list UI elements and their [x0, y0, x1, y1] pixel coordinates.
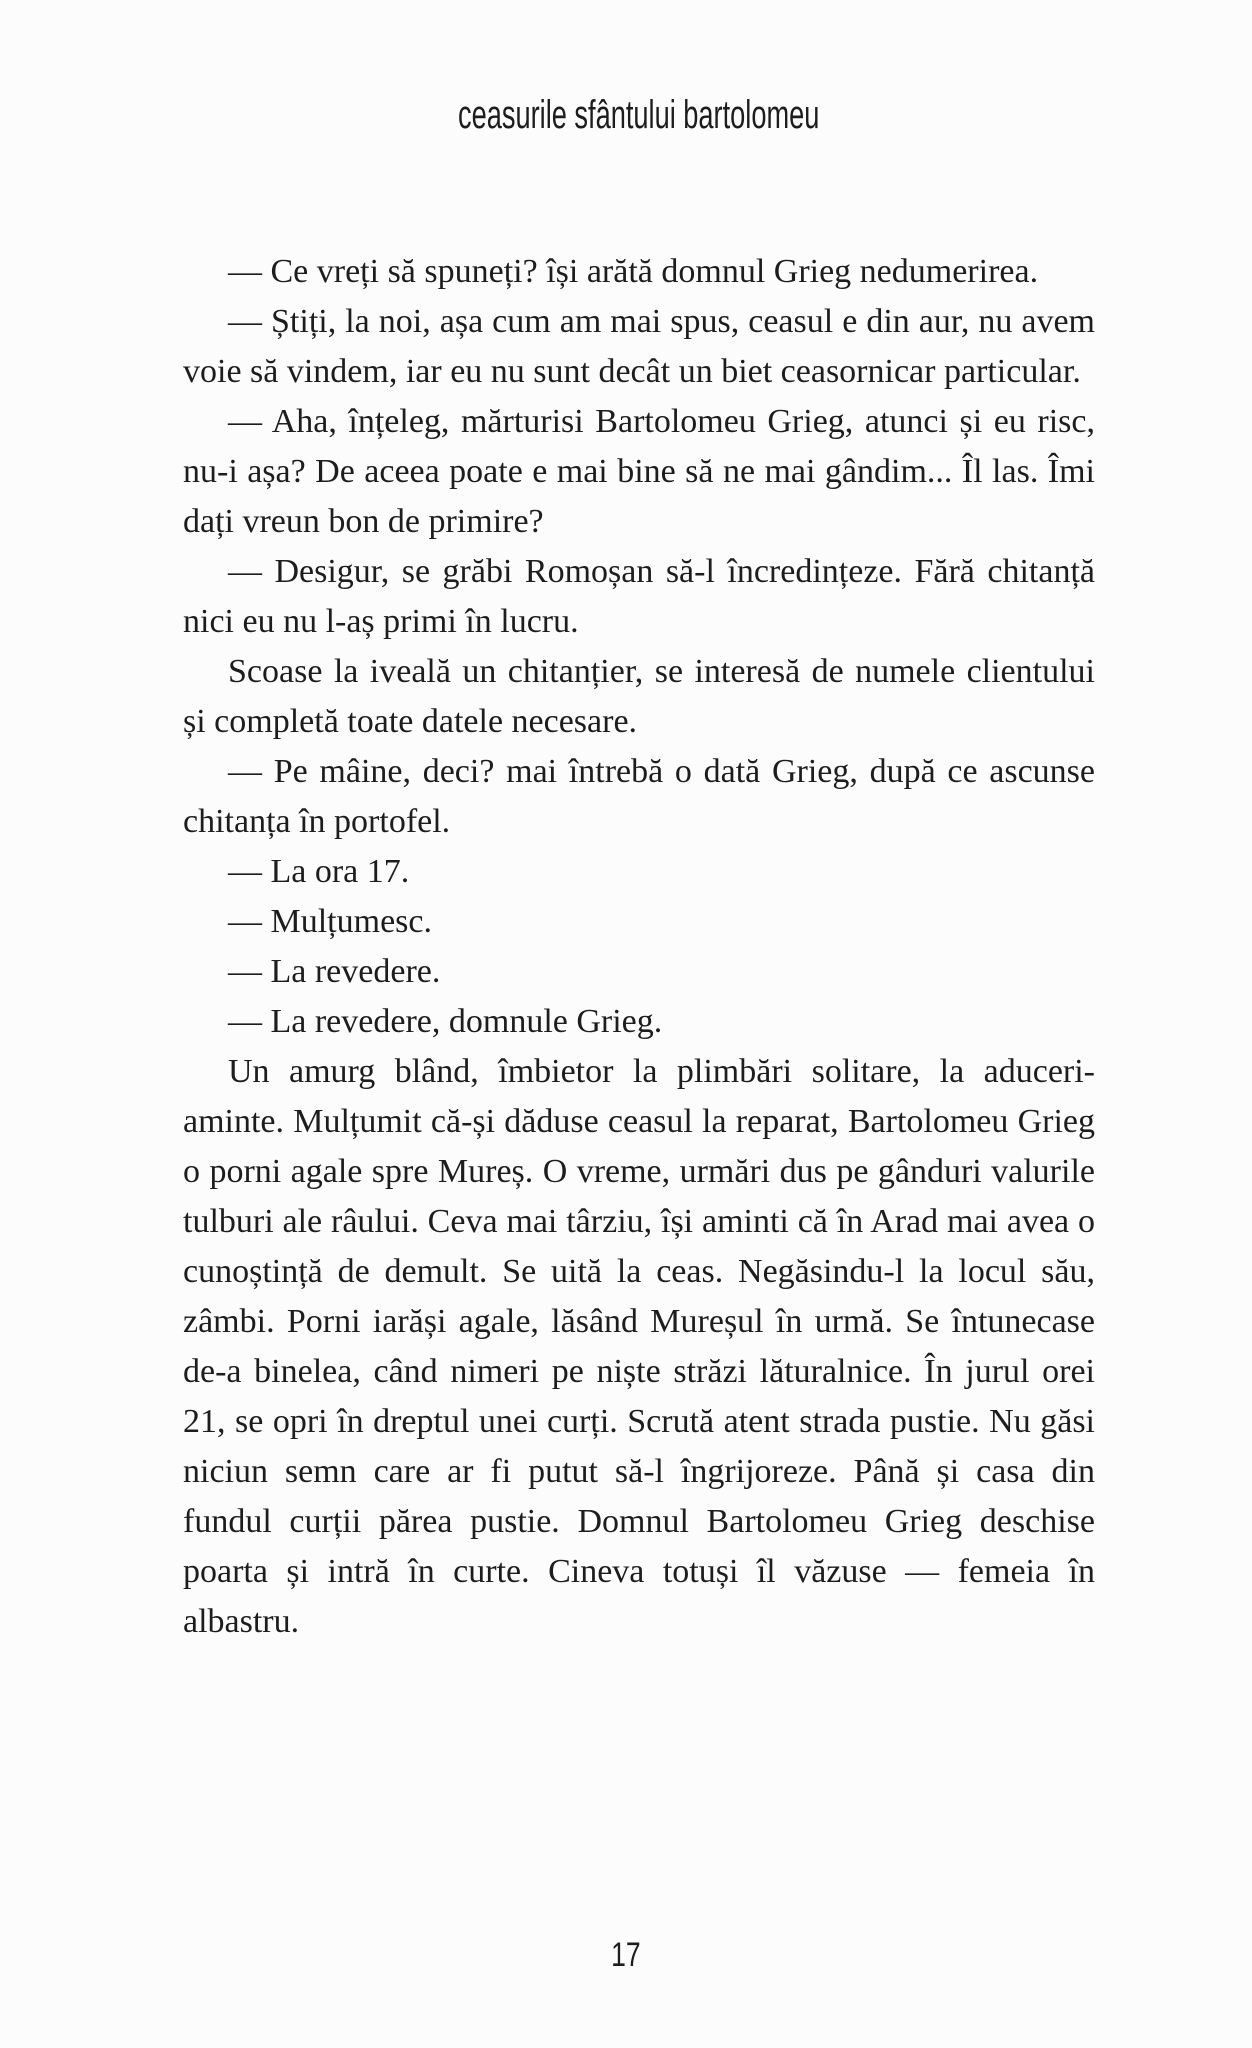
page-number [0, 1936, 1252, 1975]
paragraph: — Ce vreți să spuneți? își arătă domnul Grieg nedumerirea. [228, 253, 1039, 290]
page-number-text: 17 [611, 1936, 641, 1974]
running-header [183, 95, 1095, 135]
page-body-text [183, 247, 1095, 1647]
paragraph: Un amurg blând, îmbietor la plimbări solitare, la aduceri-aminte. Mulțumit că-și dăduse ceasul la reparat, Bartolomeu Grieg o porni agale spre Mureș. O vreme, urmări dus pe gânduri valurile tulburi ale râului. Ceva mai târziu, își aminti că în Arad mai avea o cunoștință de demult. Se uită la ceas. Negăsindu-l la locul său, zâmbi. Porni iarăși agale, lăsând Mureșul în urmă. Se întunecase de-a binelea, când nimeri pe niște străzi lăturalnice. În jurul orei 21, se opri în dreptul unei curți. Scrută atent strada pustie. Nu găsi niciun semn care ar fi putut să-l îngrijoreze. Până și casa din fundul curții părea pustie. Domnul Bartolomeu Grieg deschise poarta și intră în curte. Cineva totuși îl văzuse — femeia în albastru. [183, 1053, 1095, 1640]
paragraph: — Mulțumesc. [228, 903, 432, 940]
paragraph: — La revedere. [228, 953, 441, 990]
paragraph: — Aha, înțeleg, mărturisi Bartolomeu Grieg, atunci și eu risc, nu-i așa? De aceea poate e mai bine să ne mai gândim... Îl las. Îmi dați vreun bon de primire? [183, 403, 1095, 540]
paragraph: — La revedere, domnule Grieg. [228, 1003, 663, 1040]
paragraph: Scoase la iveală un chitanțier, se interesă de numele clientului și completă toate datele necesare. [183, 653, 1095, 740]
running-header-text: ceasurile sfântului bartolomeu [458, 93, 820, 137]
paragraph: — Știți, la noi, așa cum am mai spus, ceasul e din aur, nu avem voie să vindem, iar eu nu sunt decât un biet ceasornicar particular. [183, 303, 1095, 390]
paragraph: — Pe mâine, deci? mai întrebă o dată Grieg, după ce ascunse chitanța în portofel. [183, 753, 1095, 840]
paragraph: — Desigur, se grăbi Romoșan să-l încredințeze. Fără chitanță nici eu nu l-aș primi în lucru. [183, 553, 1095, 640]
paragraph: — La ora 17. [228, 853, 410, 890]
